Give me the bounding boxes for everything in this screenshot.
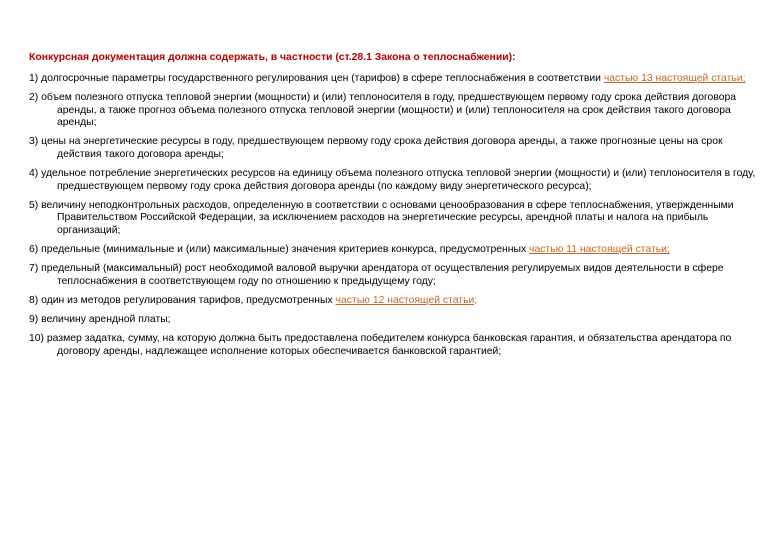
list-item-5	[29, 200, 759, 238]
list-item-6	[29, 244, 759, 257]
item-text: 4) удельное потребление энергетических ресурсов на единицу объема полезного отпуска тепловой энергии (мощности) и (или) теплоносителя в году, предшествующем первому году срока действия договора аренды (по каждому виду энергетического ресурса);	[29, 168, 756, 192]
list-item-2	[29, 92, 759, 130]
list-item-1	[29, 73, 759, 86]
item-text: 6) предельные (минимальные и (или) максимальные) значения критериев конкурса, предусмотренных	[29, 244, 530, 256]
list-item-4	[29, 168, 759, 193]
list-item-10	[29, 333, 759, 358]
item-text: 8) один из методов регулирования тарифов, предусмотренных	[29, 294, 336, 306]
item-text: 3) цены на энергетические ресурсы в году, предшествующем первому году срока действия договора аренды, а также прогнозные цены на срок действия такого договора аренды;	[29, 136, 723, 160]
list-item-8	[29, 295, 759, 308]
link-part-12[interactable]: частью 12 настоящей статьи;	[335, 294, 478, 306]
link-part-13[interactable]: частью 13 настоящей статьи;	[603, 73, 746, 84]
page-title: Конкурсная документация должна содержать, в частности (ст.28.1 Закона о теплоснабжении):	[29, 52, 516, 63]
item-text: 10) размер задатка, сумму, на которую должна быть предоставлена победителем конкурса банковская гарантия, и обязательства арендатора по договору аренды, надлежащее исполнение которых обеспечивается банковской гарантией;	[29, 333, 732, 357]
document-page	[29, 51, 759, 365]
item-text: 7) предельный (максимальный) рост необходимой валовой выручки арендатора от осуществления регулируемых видов деятельности в сфере теплоснабжения в соответствующем году по отношению к предыдущему году;	[29, 263, 724, 287]
list-item-3	[29, 136, 759, 161]
item-text: 5) величину неподконтрольных расходов, определенную в соответствии с основами ценообразования в сфере теплоснабжения, утвержденными Правительством Российской Федерации, за исключением расходов на энергетические ресурсы, арендной платы и налога на прибыль организаций;	[29, 199, 734, 236]
link-part-11[interactable]: частью 11 настоящей статьи;	[529, 244, 670, 256]
item-text: 1) долгосрочные параметры государственного регулирования цен (тарифов) в сфере теплоснабжения в соответствии	[29, 73, 604, 84]
item-text: 9) величину арендной платы;	[29, 313, 171, 325]
item-text: 2) объем полезного отпуска тепловой энергии (мощности) и (или) теплоносителя в году, предшествующем первому году срока действия договора аренды, а также прогноз объема полезного отпуска тепловой энергии (мощности) и (или) теплоносителя на срок действия такого договора аренды;	[29, 92, 737, 129]
list-item-9	[29, 314, 759, 327]
list-item-7	[29, 263, 759, 288]
